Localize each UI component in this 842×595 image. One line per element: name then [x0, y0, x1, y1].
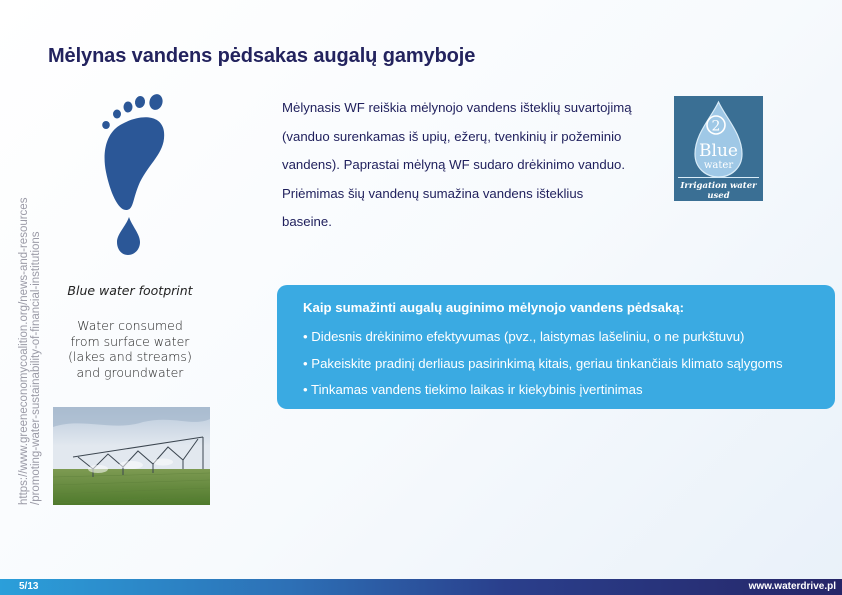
- intro-text: Mėlynasis WF reiškia mėlynojo vandens išteklių suvartojimą (vanduo surenkamas iš upių, ežerų, tvenkinių ir požeminio vandens). Paprastai mėlyną WF sudaro drėkinimo vanduo. Priėmimas šių vandenų sumažina vandens išteklius baseine.: [282, 100, 632, 229]
- footprint-icon: [92, 92, 172, 257]
- footprint-description: Water consumed from surface water (lakes and streams) and groundwater: [68, 318, 192, 380]
- badge-word-water: water: [703, 160, 734, 171]
- website-link[interactable]: www.waterdrive.pl: [748, 581, 836, 592]
- tip-item: • Pakeiskite pradinį derliaus pasirinkimą kitais, geriau tinkančiais klimato sąlygoms: [303, 355, 783, 371]
- tips-box: [277, 285, 835, 409]
- badge-caption-2: used: [707, 191, 730, 201]
- tips-heading: Kaip sumažinti augalų auginimo mėlynojo vandens pėdsaką:: [303, 300, 685, 315]
- badge-caption-1: Irrigation water: [680, 181, 757, 191]
- slide-title: Mėlynas vandens pėdsakas augalų gamyboje: [48, 45, 476, 67]
- tip-item: • Didesnis drėkinimo efektyvumas (pvz., laistymas lašeliniu, o ne purkštuvu): [303, 329, 745, 344]
- source-url: https://www.greeneconomycoalition.org/news-and-resources /promoting-water-sustainability-of-financial-institutions: [18, 197, 42, 505]
- badge-word-blue: Blue: [699, 141, 738, 161]
- footprint-label: Blue water footprint: [67, 283, 193, 298]
- blue-water-badge: [674, 96, 763, 201]
- badge-number: 2: [711, 118, 721, 135]
- tip-item: • Tinkamas vandens tiekimo laikas ir kiekybinis įvertinimas: [303, 382, 643, 397]
- page-number: 5/13: [19, 581, 39, 592]
- footer-bar: [0, 579, 842, 595]
- irrigation-photo: [53, 407, 210, 505]
